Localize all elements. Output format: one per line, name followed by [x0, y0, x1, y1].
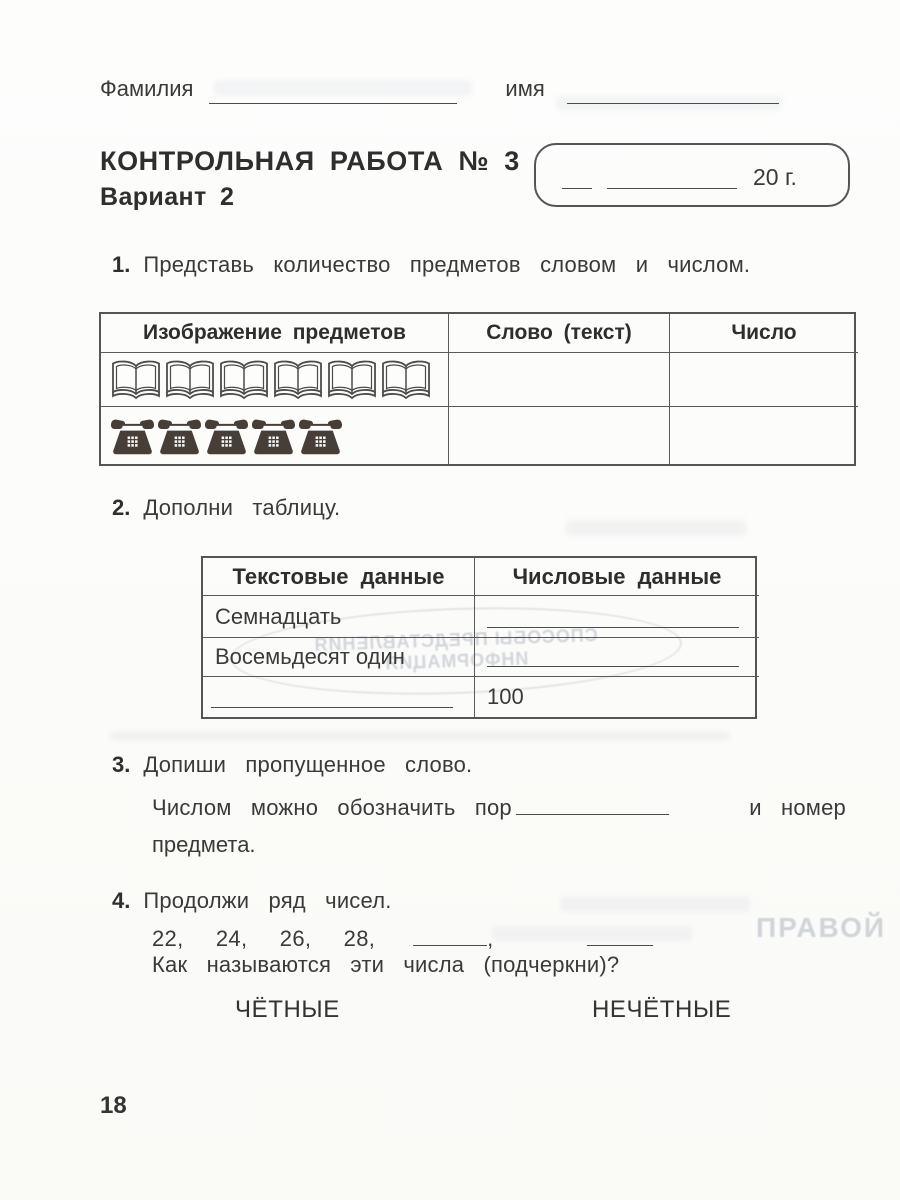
task4-number: 4.	[112, 888, 131, 913]
sequence-separator: ,	[487, 926, 494, 952]
task3-blank	[516, 792, 669, 815]
bleed-text-line1: СПОСОБЫ ПРЕДСТАВЛЕНИЯ	[313, 625, 599, 655]
telephone-icon	[110, 415, 155, 457]
task3-tail-line	[152, 832, 256, 858]
open-book-icon	[326, 358, 378, 402]
bleed-smudge	[560, 897, 750, 912]
task1-number: 1.	[112, 252, 131, 277]
col-header-numeric-data: Числовые данные	[475, 558, 759, 596]
task1-table	[99, 312, 856, 466]
task4-question-line	[152, 952, 619, 978]
bleed-text-line2: ИНФОРМАЦИЯ	[383, 648, 529, 674]
task3-fill-suffix: и номер	[749, 795, 846, 821]
col-header-images: Изображение предметов	[101, 314, 449, 353]
task4-heading	[112, 888, 392, 914]
page-number: 18	[100, 1092, 127, 1119]
books-word-cell	[449, 353, 670, 407]
row3-number: 100	[487, 684, 524, 709]
phones-row-images	[101, 407, 449, 464]
row3-text-blank	[203, 677, 475, 717]
task3-number: 3.	[112, 752, 131, 777]
option-odd: НЕЧЁТНЫЕ	[592, 996, 732, 1023]
open-book-icon	[110, 358, 162, 402]
variant-label: Вариант 2	[100, 183, 235, 211]
date-box	[534, 143, 850, 207]
open-book-icon	[218, 358, 270, 402]
task3-text: Допиши пропущенное слово.	[143, 752, 473, 777]
telephone-icon	[251, 415, 296, 457]
telephone-icon	[298, 415, 343, 457]
row1-number-blank	[475, 596, 759, 638]
books-row-images	[101, 353, 449, 407]
answer-blank	[487, 605, 739, 628]
books-number-cell	[670, 353, 858, 407]
phones-number-cell	[670, 407, 858, 464]
year-label: 20 г.	[753, 164, 797, 190]
name-blank	[567, 81, 779, 104]
telephone-icon	[204, 415, 249, 457]
task2-heading	[112, 495, 340, 521]
task3-fill-prefix: Числом можно обозначить пор	[152, 795, 512, 821]
task1-heading	[112, 252, 750, 278]
page-title: КОНТРОЛЬНАЯ РАБОТА № 3	[100, 146, 520, 176]
task4-sequence-line	[152, 923, 653, 952]
task3-tail: предмета.	[152, 832, 256, 857]
task2-text: Дополни таблицу.	[143, 495, 341, 520]
row2-text: Восемьдесят один	[203, 638, 475, 677]
surname-label: Фамилия	[100, 76, 194, 101]
option-even: ЧЁТНЫЕ	[235, 996, 340, 1023]
bleed-through-word: ПРАВОЙ	[756, 912, 886, 943]
task2-number: 2.	[112, 495, 131, 520]
phones-word-cell	[449, 407, 670, 464]
open-book-icon	[164, 358, 216, 402]
answer-blank	[211, 685, 453, 708]
row1-text: Семнадцать	[203, 596, 475, 638]
open-book-icon	[380, 358, 432, 402]
col-header-number: Число	[670, 314, 858, 353]
task4-text: Продолжи ряд чисел.	[143, 888, 392, 913]
task3-fill-line	[152, 792, 846, 821]
row2-number-blank	[475, 638, 759, 677]
bleed-smudge	[110, 731, 730, 741]
task3-heading	[112, 752, 472, 778]
sequence-blank-2	[587, 923, 653, 946]
col-header-word: Слово (текст)	[449, 314, 670, 353]
date-day-blank	[562, 165, 592, 189]
sequence-blank-1	[413, 923, 487, 946]
telephone-icon	[157, 415, 202, 457]
name-line	[100, 76, 792, 102]
bleed-smudge	[566, 520, 746, 536]
surname-blank	[209, 81, 457, 104]
number-sequence: 22, 24, 26, 28,	[152, 926, 376, 952]
task2-table	[201, 556, 757, 719]
task4-question: Как называются эти числа (подчеркни)?	[152, 952, 620, 977]
open-book-icon	[272, 358, 324, 402]
col-header-text-data: Текстовые данные	[203, 558, 475, 596]
answer-blank	[487, 644, 739, 667]
date-month-blank	[607, 165, 737, 189]
name-label: имя	[505, 76, 545, 101]
task1-text: Представь количество предметов словом и числом.	[143, 252, 751, 277]
